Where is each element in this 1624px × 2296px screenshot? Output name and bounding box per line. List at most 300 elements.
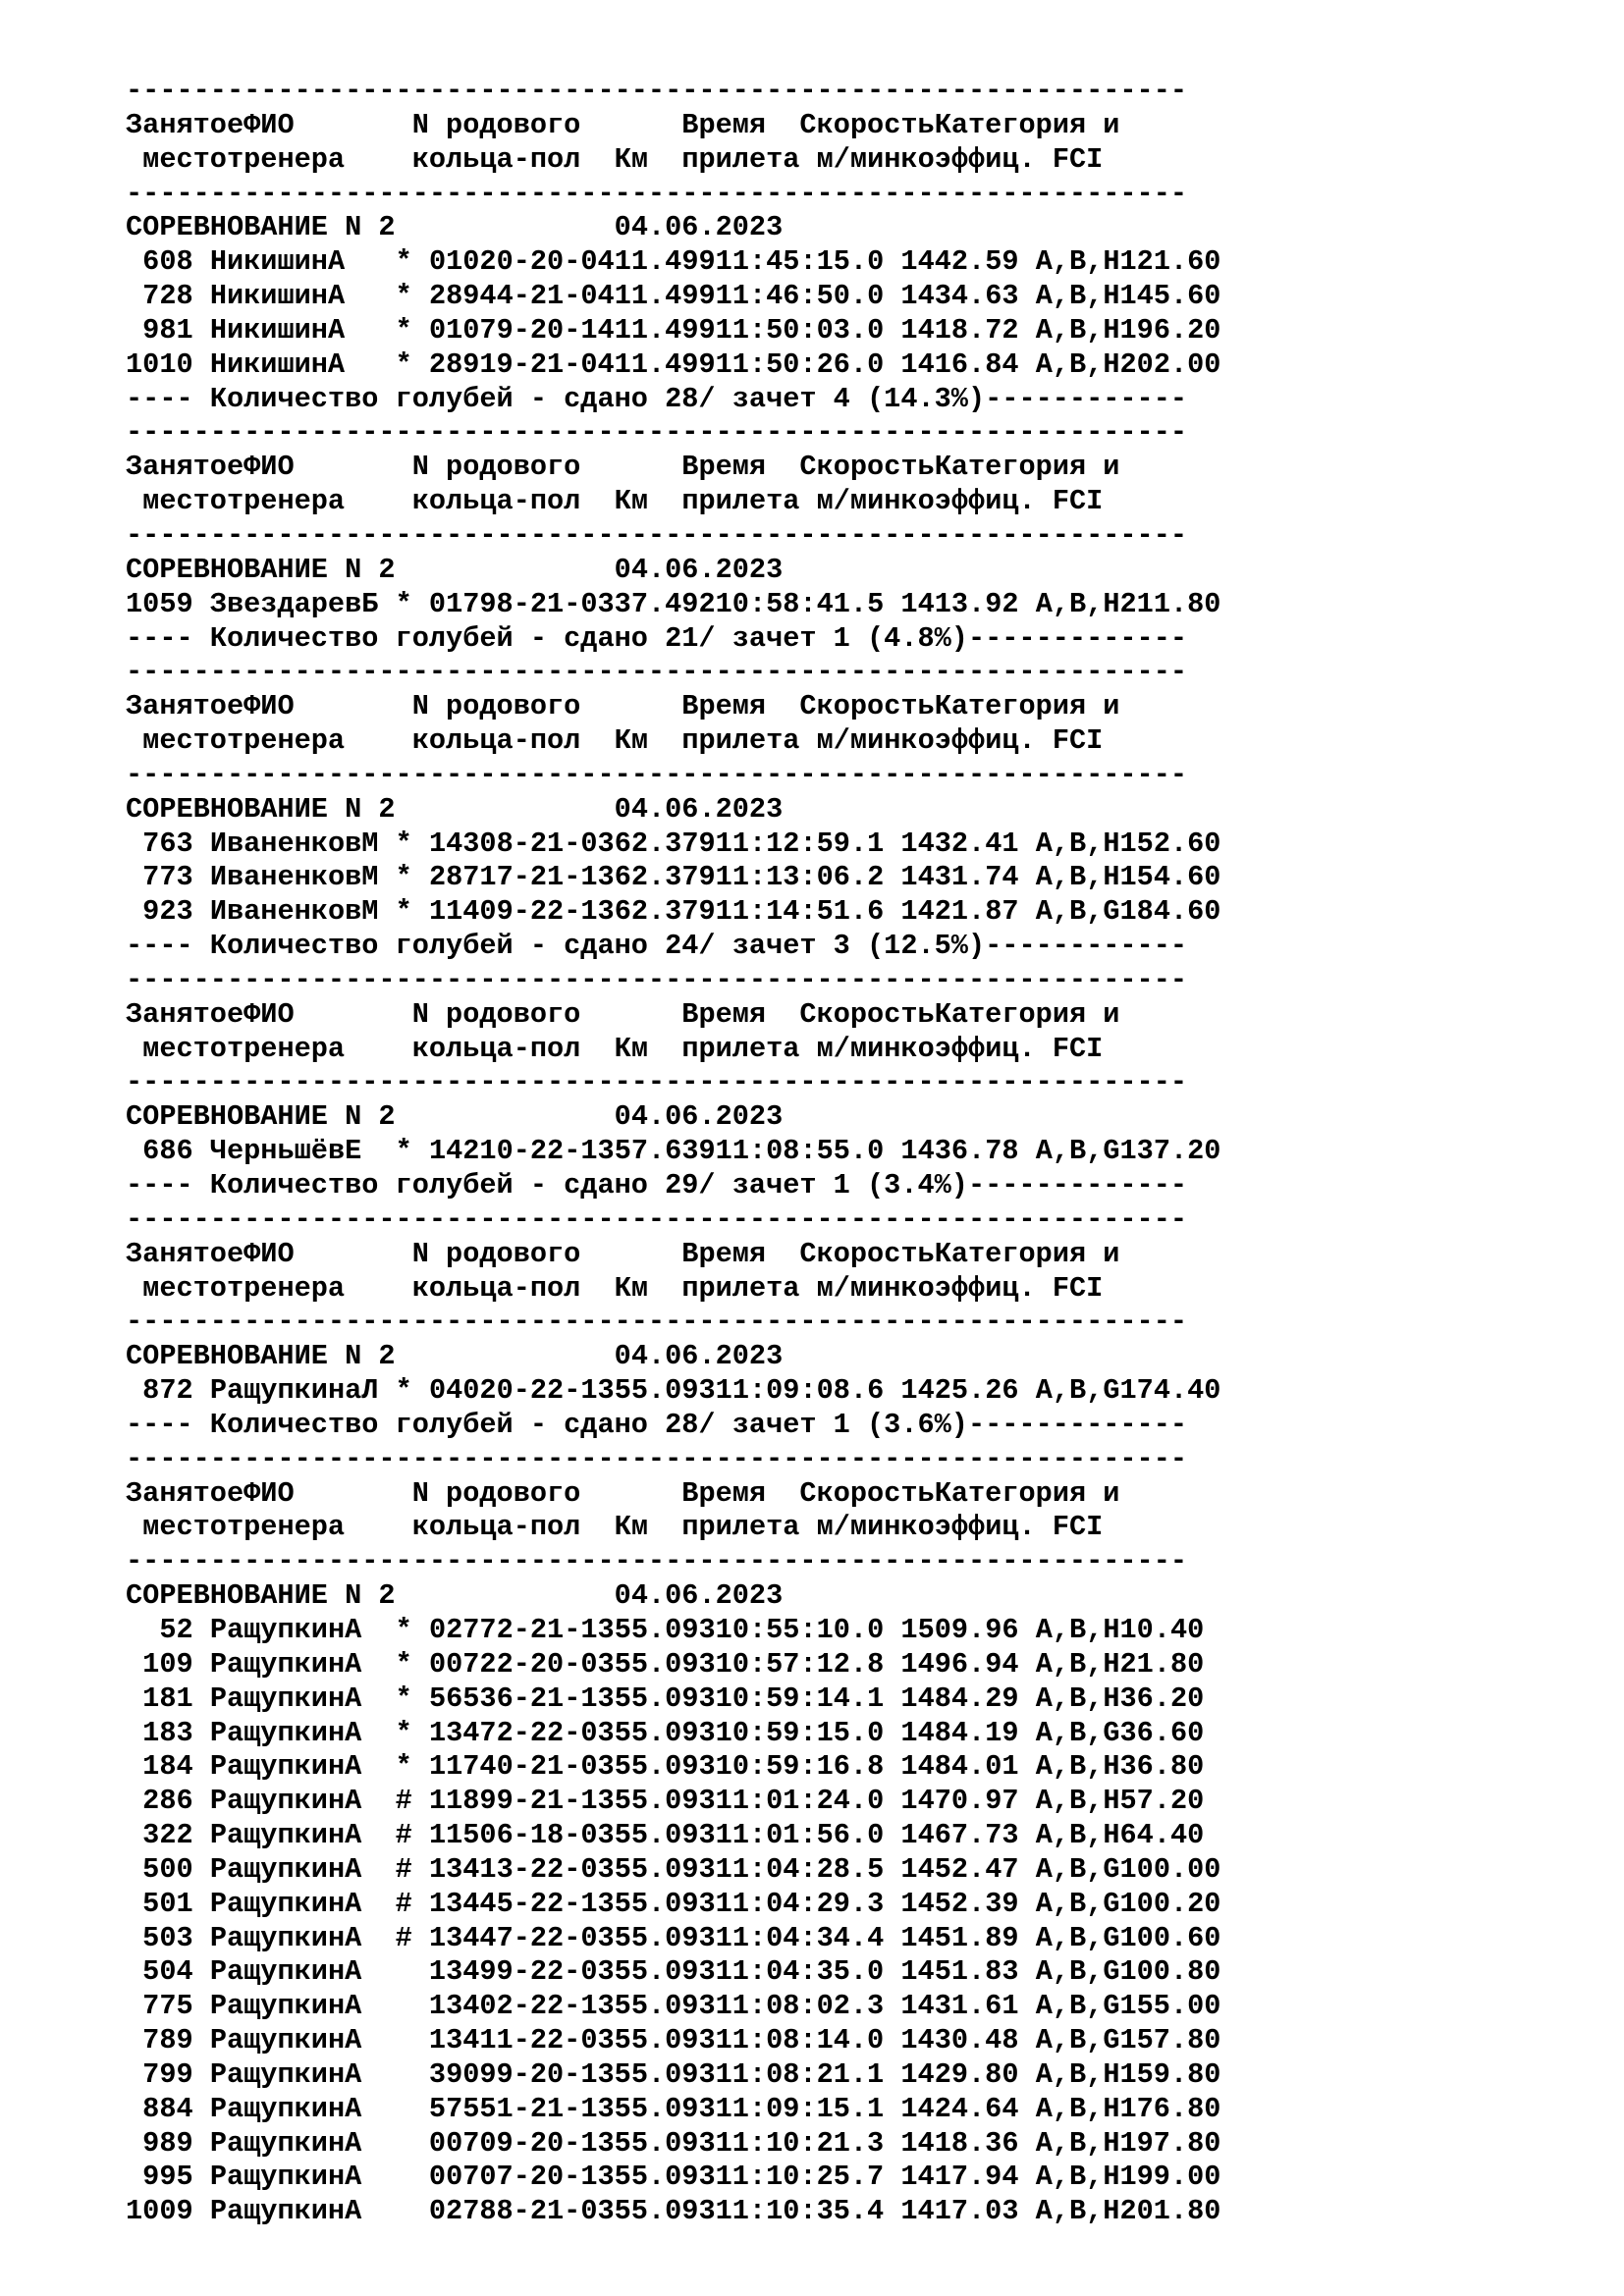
cell-name: РащупкинА (209, 1613, 362, 1646)
cell-name: РащупкинА (209, 1716, 362, 1749)
header-row-1 (126, 998, 1220, 1033)
header-time-sublabel: прилета (681, 1511, 800, 1544)
header-time-sublabel: прилета (681, 1271, 800, 1305)
header-category-sublabel: коэффиц. FCI (900, 1511, 1104, 1544)
cell-km: 355.093 (597, 1785, 716, 1818)
cell-mark: * (395, 245, 412, 279)
separator-line: --------------------------------------------------------------- (126, 656, 1188, 689)
table-row (126, 1374, 1220, 1409)
cell-km: 355.093 (597, 2057, 716, 2091)
cell-mark: * (395, 861, 412, 894)
cell-ring: 13445-22-1 (428, 1887, 598, 1920)
cell-speed: 1416.84 (900, 347, 1019, 381)
cell-mark: * (395, 1613, 412, 1646)
cell-speed: 1484.19 (900, 1716, 1019, 1749)
header-place-label: Занятое (126, 690, 244, 723)
cell-place: 799 (142, 2057, 193, 2091)
cell-category: A,B,H (1035, 861, 1120, 894)
header-place-sublabel: место (142, 1271, 227, 1305)
cell-time: 10:59:16.8 (715, 1750, 885, 1784)
cell-category: A,B,H (1035, 2057, 1120, 2091)
header-place-sublabel: место (142, 1032, 227, 1065)
cell-place: 923 (142, 895, 193, 929)
separator-line: --------------------------------------------------------------- (126, 1545, 1188, 1578)
cell-name: НикишинА (209, 280, 346, 313)
cell-fci: 36.20 (1119, 1682, 1205, 1715)
header-speed-label: Скорость (799, 1476, 935, 1510)
cell-km: 355.093 (597, 1819, 716, 1852)
table-row (126, 1922, 1220, 1956)
separator-line: --------------------------------------------------------------- (126, 416, 1188, 450)
header-category-sublabel: коэффиц. FCI (900, 1032, 1104, 1065)
cell-place: 500 (142, 1852, 193, 1886)
competition-label: СОРЕВНОВАНИЕ N (126, 1340, 362, 1373)
cell-mark: # (395, 1887, 412, 1920)
summary-text: ---- Количество голубей - сдано 21/ зачет 1 (4.8%) (126, 621, 968, 655)
header-ring-label: N родового (411, 451, 581, 484)
cell-name: РащупкинА (209, 2024, 362, 2057)
cell-speed: 1451.83 (900, 1955, 1019, 1989)
separator-line: --------------------------------------------------------------- (126, 518, 1188, 552)
table-row (126, 1682, 1220, 1717)
cell-fci: 100.20 (1119, 1887, 1221, 1920)
header-category-sublabel: коэффиц. FCI (900, 724, 1104, 758)
cell-speed: 1451.89 (900, 1921, 1019, 1954)
cell-name: РащупкинаЛ (209, 1374, 379, 1408)
cell-km: 355.093 (597, 1613, 716, 1646)
competition-date: 04.06.2023 (614, 1579, 784, 1613)
cell-km: 411.499 (597, 347, 716, 381)
cell-mark: * (395, 1647, 412, 1681)
cell-category: A,B,G (1035, 1852, 1120, 1886)
cell-category: A,B,G (1035, 1955, 1120, 1989)
cell-fci: 145.60 (1119, 280, 1221, 313)
summary-text: ---- Количество голубей - сдано 28/ зачет 1 (3.6%) (126, 1408, 968, 1441)
header-km-sublabel: Км (614, 485, 648, 518)
cell-place: 773 (142, 861, 193, 894)
header-speed-label: Скорость (799, 451, 935, 484)
cell-km: 355.093 (597, 1374, 716, 1408)
summary-line: ---- Количество голубей - сдано 29/ зачет 1 (3.4%)------------- (126, 1169, 1188, 1201)
cell-fci: 202.00 (1119, 347, 1221, 381)
cell-ring: 11899-21-1 (428, 1785, 598, 1818)
header-name-sublabel: тренера (226, 1511, 346, 1544)
header-ring-label: N родового (411, 1237, 581, 1270)
cell-speed: 1418.36 (900, 2126, 1019, 2160)
cell-fci: 201.80 (1119, 2195, 1221, 2228)
cell-ring: 11409-22-1 (428, 895, 598, 929)
cell-speed: 1432.41 (900, 827, 1019, 860)
race-results-document (126, 75, 1220, 2229)
header-category-label: Категория и (934, 690, 1120, 723)
table-row (126, 1717, 1220, 1751)
competition-label: СОРЕВНОВАНИЕ N (126, 553, 362, 586)
table-row (126, 828, 1220, 862)
header-category-sublabel: коэффиц. FCI (900, 1271, 1104, 1305)
cell-place: 995 (142, 2161, 193, 2194)
header-name-sublabel: тренера (226, 1271, 346, 1305)
cell-fci: 64.40 (1119, 1819, 1205, 1852)
header-place-label: Занятое (126, 451, 244, 484)
cell-category: A,B,H (1035, 245, 1120, 279)
cell-name: РащупкинА (209, 1647, 362, 1681)
cell-name: ЧерньшёвЕ (209, 1135, 362, 1168)
cell-ring: 56536-21-1 (428, 1682, 598, 1715)
cell-category: A,B,H (1035, 1785, 1120, 1818)
cell-km: 357.639 (597, 1135, 716, 1168)
cell-mark: # (395, 1852, 412, 1886)
cell-time: 11:10:21.3 (715, 2126, 885, 2160)
cell-category: A,B,G (1035, 1716, 1120, 1749)
cell-category: A,B,G (1035, 895, 1120, 929)
table-row (126, 1955, 1220, 1990)
cell-time: 11:50:26.0 (715, 347, 885, 381)
competition-number: 2 (378, 792, 396, 826)
cell-fci: 100.00 (1119, 1852, 1221, 1886)
header-km-sublabel: Км (614, 1032, 648, 1065)
cell-place: 775 (142, 1990, 193, 2023)
cell-km: 355.093 (597, 2092, 716, 2125)
cell-time: 11:08:21.1 (715, 2057, 885, 2091)
header-name-label: ФИО (244, 1237, 295, 1270)
table-row (126, 1135, 1220, 1169)
table-row (126, 314, 1220, 348)
header-category-sublabel: коэффиц. FCI (900, 142, 1104, 176)
cell-category: A,B,H (1035, 1613, 1120, 1646)
cell-km: 355.093 (597, 1955, 716, 1989)
header-ring-label: N родового (411, 690, 581, 723)
cell-fci: 184.60 (1119, 895, 1221, 929)
cell-mark: * (395, 1135, 412, 1168)
header-row-1 (126, 690, 1220, 724)
competition-label: СОРЕВНОВАНИЕ N (126, 1100, 362, 1134)
header-place-sublabel: место (142, 142, 227, 176)
cell-name: РащупкинА (209, 1750, 362, 1784)
separator-line: --------------------------------------------------------------- (126, 1306, 1188, 1339)
cell-ring: 01020-20-0 (428, 245, 598, 279)
cell-mark: * (395, 587, 412, 620)
header-time-sublabel: прилета (681, 1032, 800, 1065)
cell-fci: 157.80 (1119, 2024, 1221, 2057)
summary-line: ---- Количество голубей - сдано 28/ зачет 1 (3.6%)------------- (126, 1408, 1188, 1441)
cell-km: 355.093 (597, 1921, 716, 1954)
header-speed-label: Скорость (799, 997, 935, 1031)
cell-place: 286 (142, 1785, 193, 1818)
header-time-label: Время (681, 690, 767, 723)
header-ring-sublabel: кольца-пол (411, 1271, 581, 1305)
table-row (126, 1614, 1220, 1648)
cell-fci: 10.40 (1119, 1613, 1205, 1646)
cell-place: 763 (142, 827, 193, 860)
cell-name: НикишинА (209, 245, 346, 279)
cell-category: A,B,G (1035, 1921, 1120, 1954)
cell-km: 411.499 (597, 245, 716, 279)
cell-mark: * (395, 827, 412, 860)
table-row (126, 1750, 1220, 1785)
header-time-label: Время (681, 451, 767, 484)
summary-line: ---- Количество голубей - сдано 28/ зачет 4 (14.3%)------------ (126, 382, 1188, 415)
header-name-sublabel: тренера (226, 1032, 346, 1065)
header-name-label: ФИО (244, 690, 295, 723)
cell-time: 11:45:15.0 (715, 245, 885, 279)
cell-place: 1059 (126, 587, 193, 620)
header-ring-sublabel: кольца-пол (411, 142, 581, 176)
cell-fci: 100.80 (1119, 1955, 1221, 1989)
cell-time: 11:12:59.1 (715, 827, 885, 860)
cell-speed: 1470.97 (900, 1785, 1019, 1818)
competition-number: 2 (378, 553, 396, 586)
cell-ring: 13447-22-0 (428, 1921, 598, 1954)
cell-fci: 36.80 (1119, 1750, 1205, 1784)
cell-name: РащупкинА (209, 1852, 362, 1886)
cell-km: 362.379 (597, 827, 716, 860)
cell-speed: 1452.39 (900, 1887, 1019, 1920)
separator-line: --------------------------------------------------------------- (126, 1202, 1188, 1236)
header-time-sublabel: прилета (681, 142, 800, 176)
cell-speed: 1417.03 (900, 2195, 1019, 2228)
header-speed-label: Скорость (799, 690, 935, 723)
header-ring-sublabel: кольца-пол (411, 1511, 581, 1544)
cell-mark: * (395, 1750, 412, 1784)
cell-time: 10:58:41.5 (715, 587, 885, 620)
cell-km: 355.093 (597, 1852, 716, 1886)
header-name-label: ФИО (244, 997, 295, 1031)
cell-ring: 28717-21-1 (428, 861, 598, 894)
cell-name: РащупкинА (209, 1785, 362, 1818)
cell-ring: 02788-21-0 (428, 2195, 598, 2228)
competition-label: СОРЕВНОВАНИЕ N (126, 1579, 362, 1613)
competition-line (126, 1340, 1220, 1374)
cell-mark: # (395, 1819, 412, 1852)
cell-fci: 176.80 (1119, 2092, 1221, 2125)
cell-category: A,B,G (1035, 1374, 1120, 1408)
cell-time: 11:04:35.0 (715, 1955, 885, 1989)
header-row-1 (126, 451, 1220, 485)
cell-name: НикишинА (209, 347, 346, 381)
cell-speed: 1431.74 (900, 861, 1019, 894)
cell-place: 1009 (126, 2195, 193, 2228)
header-row-2 (126, 485, 1220, 519)
table-row (126, 245, 1220, 280)
header-category-label: Категория и (934, 997, 1120, 1031)
cell-name: НикишинА (209, 313, 346, 347)
cell-category: A,B,H (1035, 2161, 1120, 2194)
competition-date: 04.06.2023 (614, 553, 784, 586)
cell-category: A,B,G (1035, 1135, 1120, 1168)
cell-speed: 1421.87 (900, 895, 1019, 929)
cell-km: 355.093 (597, 1750, 716, 1784)
header-name-sublabel: тренера (226, 724, 346, 758)
header-place-sublabel: место (142, 1511, 227, 1544)
header-speed-sublabel: м/мин (816, 485, 901, 518)
cell-km: 355.093 (597, 1716, 716, 1749)
cell-fci: 196.20 (1119, 313, 1221, 347)
cell-km: 355.093 (597, 1990, 716, 2023)
cell-category: A,B,H (1035, 313, 1120, 347)
cell-category: A,B,H (1035, 1750, 1120, 1784)
cell-time: 11:13:06.2 (715, 861, 885, 894)
cell-place: 872 (142, 1374, 193, 1408)
cell-speed: 1434.63 (900, 280, 1019, 313)
cell-category: A,B,G (1035, 1990, 1120, 2023)
separator-line: --------------------------------------------------------------- (126, 177, 1188, 210)
header-name-sublabel: тренера (226, 142, 346, 176)
table-row (126, 895, 1220, 930)
cell-category: A,B,H (1035, 1819, 1120, 1852)
cell-category: A,B,H (1035, 2092, 1120, 2125)
cell-place: 728 (142, 280, 193, 313)
header-speed-sublabel: м/мин (816, 1271, 901, 1305)
cell-category: A,B,H (1035, 280, 1120, 313)
cell-ring: 14210-22-1 (428, 1135, 598, 1168)
cell-fci: 154.60 (1119, 861, 1221, 894)
summary-text: ---- Количество голубей - сдано 24/ зачет 3 (12.5%) (126, 930, 986, 963)
cell-name: РащупкинА (209, 2195, 362, 2228)
cell-ring: 13472-22-0 (428, 1716, 598, 1749)
cell-ring: 57551-21-1 (428, 2092, 598, 2125)
header-speed-sublabel: м/мин (816, 1032, 901, 1065)
summary-line: ---- Количество голубей - сдано 24/ зачет 3 (12.5%)------------ (126, 930, 1188, 963)
cell-speed: 1413.92 (900, 587, 1019, 620)
cell-mark: * (395, 1716, 412, 1749)
cell-speed: 1431.61 (900, 1990, 1019, 2023)
cell-ring: 04020-22-1 (428, 1374, 598, 1408)
header-speed-sublabel: м/мин (816, 1511, 901, 1544)
table-row (126, 588, 1220, 622)
cell-name: РащупкинА (209, 1682, 362, 1715)
header-ring-label: N родового (411, 108, 581, 141)
header-category-label: Категория и (934, 108, 1120, 141)
header-ring-sublabel: кольца-пол (411, 485, 581, 518)
cell-time: 11:10:35.4 (715, 2195, 885, 2228)
cell-place: 981 (142, 313, 193, 347)
cell-mark: * (395, 895, 412, 929)
cell-speed: 1418.72 (900, 313, 1019, 347)
cell-speed: 1425.26 (900, 1374, 1019, 1408)
header-time-label: Время (681, 1237, 767, 1270)
competition-date: 04.06.2023 (614, 792, 784, 826)
header-row-2 (126, 1033, 1220, 1067)
cell-ring: 01798-21-0 (428, 587, 598, 620)
cell-place: 181 (142, 1682, 193, 1715)
header-place-label: Занятое (126, 1237, 244, 1270)
cell-fci: 121.60 (1119, 245, 1221, 279)
header-name-label: ФИО (244, 451, 295, 484)
header-name-label: ФИО (244, 108, 295, 141)
cell-ring: 01079-20-1 (428, 313, 598, 347)
cell-mark: # (395, 1785, 412, 1818)
cell-place: 1010 (126, 347, 193, 381)
competition-line (126, 554, 1220, 588)
cell-name: ЗвездаревБ (209, 587, 379, 620)
header-name-label: ФИО (244, 1476, 295, 1510)
table-row (126, 280, 1220, 314)
cell-name: РащупкинА (209, 1990, 362, 2023)
cell-category: A,B,H (1035, 1682, 1120, 1715)
cell-place: 504 (142, 1955, 193, 1989)
cell-ring: 00722-20-0 (428, 1647, 598, 1681)
cell-ring: 13402-22-1 (428, 1990, 598, 2023)
header-category-label: Категория и (934, 451, 1120, 484)
table-row (126, 2058, 1220, 2093)
cell-time: 11:08:55.0 (715, 1135, 885, 1168)
cell-category: A,B,H (1035, 2126, 1120, 2160)
competition-number: 2 (378, 1340, 396, 1373)
cell-place: 503 (142, 1921, 193, 1954)
cell-time: 11:01:56.0 (715, 1819, 885, 1852)
summary-text: ---- Количество голубей - сдано 28/ зачет 4 (14.3%) (126, 382, 986, 415)
header-speed-label: Скорость (799, 1237, 935, 1270)
cell-km: 355.093 (597, 2024, 716, 2057)
cell-km: 355.093 (597, 1682, 716, 1715)
cell-ring: 13413-22-0 (428, 1852, 598, 1886)
competition-number: 2 (378, 1100, 396, 1134)
competition-date: 04.06.2023 (614, 1340, 784, 1373)
cell-time: 11:01:24.0 (715, 1785, 885, 1818)
cell-category: A,B,H (1035, 827, 1120, 860)
cell-ring: 02772-21-1 (428, 1613, 598, 1646)
header-name-sublabel: тренера (226, 485, 346, 518)
summary-text: ---- Количество голубей - сдано 29/ зачет 1 (3.4%) (126, 1169, 968, 1201)
summary-line: ---- Количество голубей - сдано 21/ зачет 1 (4.8%)------------- (126, 621, 1188, 655)
cell-name: РащупкинА (209, 2092, 362, 2125)
cell-name: РащупкинА (209, 2057, 362, 2091)
cell-mark: * (395, 347, 412, 381)
header-time-label: Время (681, 1476, 767, 1510)
cell-mark: * (395, 313, 412, 347)
table-row (126, 1853, 1220, 1888)
header-ring-label: N родового (411, 1476, 581, 1510)
cell-fci: 211.80 (1119, 587, 1221, 620)
header-row-1 (126, 109, 1220, 143)
cell-speed: 1417.94 (900, 2161, 1019, 2194)
header-km-sublabel: Км (614, 1271, 648, 1305)
header-row-2 (126, 1272, 1220, 1307)
table-row (126, 2127, 1220, 2162)
cell-category: A,B,G (1035, 2024, 1120, 2057)
competition-date: 04.06.2023 (614, 1100, 784, 1134)
cell-speed: 1429.80 (900, 2057, 1019, 2091)
cell-km: 411.499 (597, 280, 716, 313)
cell-mark: * (395, 1682, 412, 1715)
cell-time: 11:04:29.3 (715, 1887, 885, 1920)
cell-time: 11:10:25.7 (715, 2161, 885, 2194)
cell-ring: 13499-22-0 (428, 1955, 598, 1989)
cell-km: 355.093 (597, 2195, 716, 2228)
cell-mark: * (395, 280, 412, 313)
cell-category: A,B,G (1035, 1887, 1120, 1920)
cell-fci: 21.80 (1119, 1647, 1205, 1681)
cell-time: 10:55:10.0 (715, 1613, 885, 1646)
header-ring-sublabel: кольца-пол (411, 724, 581, 758)
cell-speed: 1509.96 (900, 1613, 1019, 1646)
separator-line: --------------------------------------------------------------- (126, 758, 1188, 791)
cell-time: 11:09:08.6 (715, 1374, 885, 1408)
cell-fci: 197.80 (1119, 2126, 1221, 2160)
cell-km: 411.499 (597, 313, 716, 347)
cell-time: 10:59:14.1 (715, 1682, 885, 1715)
cell-fci: 174.40 (1119, 1374, 1221, 1408)
cell-time: 11:14:51.6 (715, 895, 885, 929)
cell-time: 11:46:50.0 (715, 280, 885, 313)
cell-time: 11:08:14.0 (715, 2024, 885, 2057)
cell-place: 501 (142, 1887, 193, 1920)
header-time-sublabel: прилета (681, 485, 800, 518)
cell-fci: 199.00 (1119, 2161, 1221, 2194)
cell-time: 10:59:15.0 (715, 1716, 885, 1749)
header-row-1 (126, 1477, 1220, 1512)
header-category-label: Категория и (934, 1476, 1120, 1510)
